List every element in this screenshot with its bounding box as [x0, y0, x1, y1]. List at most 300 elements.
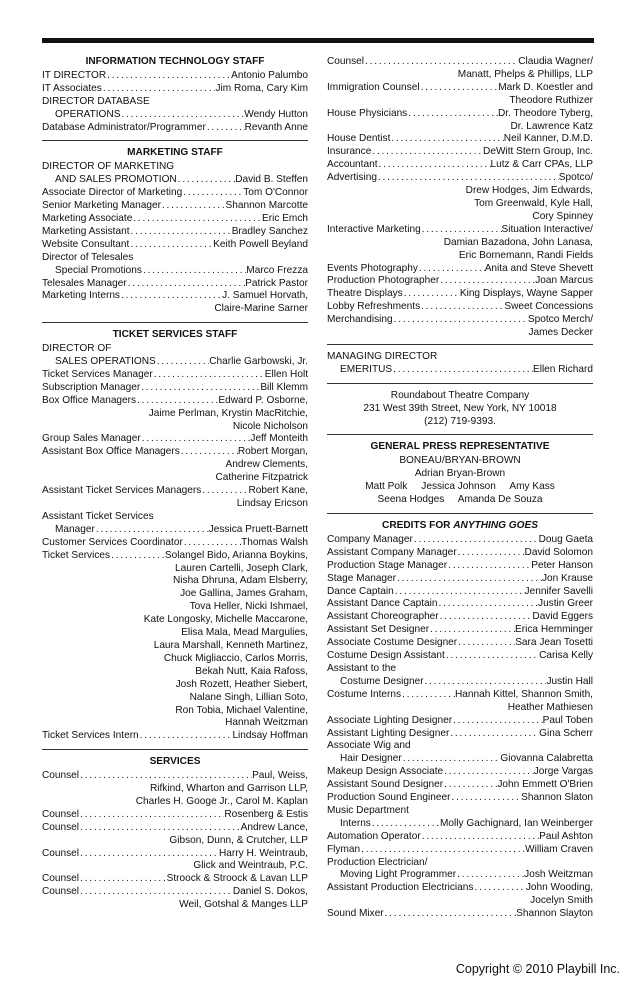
- credit-role: Theatre Displays: [327, 288, 403, 300]
- section-rule: [42, 140, 308, 141]
- credit-role: Events Photography: [327, 262, 418, 274]
- credit-name: Revanth Anne: [244, 121, 308, 133]
- press-title: GENERAL PRESS REPRESENTATIVE: [370, 441, 550, 453]
- credit-role: Associate Costume Designer: [327, 637, 458, 649]
- credit-role-heading: Assistant to the: [327, 662, 397, 674]
- credit-name: Carisa Kelly: [539, 650, 593, 662]
- credit-line: [327, 301, 593, 314]
- credit-entry: [42, 511, 308, 537]
- credit-line: [42, 809, 308, 822]
- credit-line: [42, 109, 308, 122]
- credit-name-continued: Glick and Weintraub, P.C.: [193, 860, 308, 872]
- credit-line: [42, 213, 308, 226]
- credit-name-continued: Eric Bornemann, Randi Fields: [458, 249, 593, 261]
- credit-role: Box Office Managers: [42, 394, 137, 406]
- credit-line: [42, 730, 308, 743]
- credit-role-heading: Music Department: [327, 804, 409, 816]
- credit-name-continued: Theodore Ruthizer: [509, 94, 593, 106]
- credit-role: Counsel: [42, 808, 80, 820]
- press-line: Seena Hodges Amanda De Souza: [377, 494, 543, 506]
- credit-name-continued: Drew Hodges, Jim Edwards,: [465, 185, 593, 197]
- credit-name-continued: Jocelyn Smith: [530, 895, 593, 907]
- credit-line: [327, 56, 593, 69]
- credit-name: Eric Emch: [262, 212, 308, 224]
- credit-name: Paul, Weiss,: [252, 770, 308, 782]
- credit-entry: [42, 485, 308, 511]
- credit-name: Spotco Merch/: [527, 314, 593, 326]
- credit-role-heading: DIRECTOR OF MARKETING: [42, 161, 175, 173]
- credit-entry: [327, 598, 593, 611]
- credit-name-continued: Jaime Perlman, Krystin MacRitchie,: [148, 407, 308, 419]
- credit-line: [327, 831, 593, 844]
- credit-name-continued: Claire-Marine Sarner: [214, 303, 308, 315]
- credit-role: Dance Captain: [327, 585, 394, 597]
- credit-entry: [42, 226, 308, 239]
- credit-name: Marco Frezza: [246, 264, 308, 276]
- credit-entry: [327, 586, 593, 599]
- credit-entry: [42, 809, 308, 822]
- credit-entry: [327, 792, 593, 805]
- credit-name: Sara Jean Tosetti: [515, 637, 593, 649]
- credit-name-continued: Catherine Fitzpatrick: [215, 472, 308, 484]
- credit-line: [327, 560, 593, 573]
- credit-name-continued: Gibson, Dunn, & Crutcher, LLP: [169, 834, 308, 846]
- credit-role: Production Photographer: [327, 275, 440, 287]
- credit-entry: [327, 624, 593, 637]
- credit-role: Merchandising: [327, 314, 393, 326]
- credit-entry: [42, 343, 308, 369]
- credits-title: CREDITS FOR ANYTHING GOES: [382, 520, 538, 531]
- credit-role: Ticket Services Manager: [42, 368, 153, 380]
- credit-role: Counsel: [42, 873, 80, 885]
- section-rule: [42, 749, 308, 750]
- section-title: MARKETING STAFF: [127, 147, 223, 159]
- credit-name: Patrick Pastor: [245, 277, 308, 289]
- credit-name: King Displays, Wayne Sapper: [459, 288, 593, 300]
- credit-name: Solangel Bido, Arianna Boykins,: [164, 549, 308, 561]
- credit-name: J. Samuel Horvath,: [222, 290, 308, 302]
- credit-entry: [42, 187, 308, 200]
- credit-line: [327, 275, 593, 288]
- credit-role: IT Associates: [42, 82, 102, 94]
- credit-name: Molly Gachignard, Ian Weinberger: [440, 817, 593, 829]
- credit-role: Assistant Set Designer: [327, 624, 430, 636]
- credit-line: [42, 433, 308, 446]
- credit-role: Assistant Box Office Managers: [42, 446, 180, 458]
- credit-role: Assistant Choreographer: [327, 611, 439, 623]
- credit-line: [327, 908, 593, 921]
- credit-role: Ticket Services: [42, 549, 111, 561]
- credit-name-continued: Weil, Gotshal & Manges LLP: [179, 899, 308, 911]
- credit-name-continued: Hannah Weitzman: [225, 717, 308, 729]
- credit-entry: [327, 611, 593, 624]
- credit-entry: [327, 740, 593, 766]
- credit-name: Edward P. Osborne,: [218, 394, 308, 406]
- credit-role: OPERATIONS: [55, 108, 121, 120]
- credit-name-continued: Lauren Cartelli, Joseph Clark,: [175, 562, 308, 574]
- credit-role: Advertising: [327, 172, 377, 184]
- credit-name-continued: Bekah Nutt, Kaia Rafoss,: [195, 665, 308, 677]
- credit-role: Group Sales Manager: [42, 433, 141, 445]
- credit-line: [327, 766, 593, 779]
- credit-name: Anita and Steve Shevett: [484, 262, 593, 274]
- credit-line: [327, 637, 593, 650]
- credit-entry: [42, 873, 308, 886]
- credit-entry: [327, 637, 593, 650]
- credit-role: Assistant Ticket Services Managers: [42, 485, 202, 497]
- credit-role: Production Sound Engineer: [327, 792, 451, 804]
- credit-name: Hannah Kittel, Shannon Smith,: [454, 688, 593, 700]
- section-rule: [327, 344, 593, 345]
- credit-line: [42, 848, 308, 861]
- credit-name: Justin Hall: [546, 675, 593, 687]
- staff-section: [42, 329, 308, 743]
- credit-name: Robert Morgan,: [237, 446, 308, 458]
- credit-name: Wendy Hutton: [244, 108, 308, 120]
- credit-entry: [327, 288, 593, 301]
- credit-name: Harry H. Weintraub,: [218, 847, 308, 859]
- credit-name-continued: Rifkind, Wharton and Garrison LLP,: [149, 783, 308, 795]
- credit-entry: [42, 213, 308, 226]
- section-rule: [327, 383, 593, 384]
- credits-block: [327, 520, 593, 921]
- credit-name: Paul Ashton: [539, 830, 593, 842]
- credit-line: [327, 869, 593, 882]
- credit-entry: [42, 70, 308, 83]
- credit-entry: [327, 534, 593, 547]
- credit-entry: [42, 278, 308, 291]
- credit-name: Keith Powell Beyland: [213, 238, 308, 250]
- credit-name-continued: Cory Spinney: [532, 210, 593, 222]
- credit-name-continued: Tova Heller, Nicki Ishmael,: [189, 601, 308, 613]
- credit-line: [327, 586, 593, 599]
- credit-entry: [327, 547, 593, 560]
- credit-line: [327, 676, 593, 689]
- credit-name: Giovanna Calabretta: [500, 753, 593, 765]
- credit-name: Shannon Slayton: [516, 908, 593, 920]
- credit-line: [327, 882, 593, 895]
- credit-role-heading: Production Electrician/: [327, 856, 428, 868]
- credit-line: [327, 598, 593, 611]
- services-continued: [327, 56, 593, 340]
- credit-role: AND SALES PROMOTION: [55, 174, 177, 186]
- credit-name-continued: Heather Mathiesen: [507, 701, 593, 713]
- credit-name-continued: Dr. Lawrence Katz: [510, 120, 593, 132]
- credit-line: [327, 82, 593, 95]
- credit-entry: [42, 382, 308, 395]
- copyright: Copyright © 2010 Playbill Inc.: [455, 962, 620, 976]
- credit-name: Rosenberg & Estis: [224, 808, 308, 820]
- staff-section: [42, 147, 308, 316]
- credit-line: [42, 70, 308, 83]
- right-column: [327, 56, 593, 927]
- credit-role: SALES OPERATIONS: [55, 356, 156, 368]
- credit-role: Production Stage Manager: [327, 559, 448, 571]
- credit-name: William Craven: [525, 843, 593, 855]
- credit-entry: [42, 730, 308, 743]
- credit-role: Database Administrator/Programmer: [42, 121, 206, 133]
- credit-name: Antonio Palumbo: [231, 69, 308, 81]
- credit-name: Spotco/: [558, 172, 593, 184]
- left-column: [42, 56, 308, 918]
- top-rule: [42, 38, 594, 43]
- credit-entry: [42, 83, 308, 96]
- credit-line: [327, 779, 593, 792]
- show-title: ANYTHING GOES: [453, 520, 538, 531]
- credit-line: [327, 728, 593, 741]
- credit-line: [42, 356, 308, 369]
- credit-role: Special Promotions: [55, 264, 142, 276]
- credit-entry: [327, 831, 593, 844]
- credit-entry: [327, 882, 593, 908]
- credit-line: [42, 174, 308, 187]
- credit-role: Flyman: [327, 843, 361, 855]
- credit-line: [42, 290, 308, 303]
- credit-role: Costume Design Assistant: [327, 650, 445, 662]
- credit-name-continued: Manatt, Phelps & Phillips, LLP: [457, 68, 593, 80]
- credit-name-continued: Elisa Mala, Mead Margulies,: [181, 627, 308, 639]
- credit-name: Paul Toben: [542, 714, 593, 726]
- credit-name: Situation Interactive/: [501, 223, 593, 235]
- credit-role: Marketing Assistant: [42, 225, 130, 237]
- press-block: [327, 441, 593, 507]
- credit-role-heading: DIRECTOR DATABASE: [42, 95, 150, 107]
- company-name: Roundabout Theatre Company: [390, 389, 530, 401]
- credit-line: [327, 314, 593, 327]
- credit-name: Lindsay Hoffman: [232, 730, 308, 742]
- credit-role: Assistant Production Electricians: [327, 882, 474, 894]
- credit-role: Interns: [340, 817, 371, 829]
- credit-line: [327, 792, 593, 805]
- street-address: 231 West 39th Street, New York, NY 10018: [363, 402, 557, 414]
- section-title: SERVICES: [149, 756, 201, 768]
- credit-line: [42, 382, 308, 395]
- credit-name: DeWitt Stern Group, Inc.: [483, 146, 593, 158]
- managing-director-title: MANAGING DIRECTOR: [327, 350, 438, 362]
- credit-line: [42, 265, 308, 278]
- credit-entry: [327, 715, 593, 728]
- credit-line: [327, 650, 593, 663]
- credits-list: [327, 534, 593, 921]
- credit-name: Doug Gaeta: [538, 533, 593, 545]
- credit-entry: [327, 857, 593, 883]
- credit-name: Shannon Slaton: [521, 792, 593, 804]
- credit-name-continued: Ron Tobia, Michael Valentine,: [175, 704, 308, 716]
- credit-name-continued: Laura Marshall, Kenneth Martinez,: [153, 639, 308, 651]
- credit-name: Bradley Sanchez: [231, 225, 308, 237]
- credit-name: Tom O'Connor: [243, 187, 308, 199]
- credit-role: House Physicians: [327, 107, 408, 119]
- credit-entry: [42, 433, 308, 446]
- credit-entry: [327, 159, 593, 172]
- credit-name: David B. Steffen: [235, 174, 308, 186]
- credit-role-heading: Director of Telesales: [42, 251, 134, 263]
- credit-name-continued: Chuck Migliaccio, Carlos Morris,: [163, 652, 308, 664]
- credit-name: David Eggers: [532, 611, 593, 623]
- credit-name: Dr. Theodore Tyberg,: [497, 107, 593, 119]
- phone-number: (212) 719-9393.: [424, 415, 496, 427]
- credit-name: Mark D. Koestler and: [498, 81, 593, 93]
- credit-role: Assistant Company Manager: [327, 546, 457, 558]
- credit-role: Insurance: [327, 146, 372, 158]
- credit-name: Jessica Pruett-Barnett: [208, 523, 308, 535]
- credit-name: Bill Klemm: [260, 381, 308, 393]
- credit-name: Stroock & Stroock & Lavan LLP: [166, 873, 308, 885]
- credit-name-continued: Kate Longosky, Michelle Maccarone,: [143, 614, 308, 626]
- credit-name: Joan Marcus: [535, 275, 593, 287]
- section-rule: [327, 513, 593, 514]
- credit-role: Assistant Sound Designer: [327, 779, 444, 791]
- credit-role-heading: Associate Wig and: [327, 740, 411, 752]
- credit-entry: [327, 133, 593, 146]
- credit-name: Neil Kanner, D.M.D.: [503, 133, 593, 145]
- credit-name-continued: Tom Greenwald, Kyle Hall,: [474, 197, 593, 209]
- credit-role: Costume Interns: [327, 688, 402, 700]
- credit-line: [42, 550, 308, 563]
- credit-line: [42, 200, 308, 213]
- credit-name: Jon Krause: [541, 572, 593, 584]
- credit-name-continued: Nalane Singh, Lillian Soto,: [189, 691, 308, 703]
- credit-entry: [327, 728, 593, 741]
- credit-line: [42, 446, 308, 459]
- credit-role: Counsel: [327, 56, 365, 67]
- credit-line: [327, 263, 593, 276]
- credit-line: [42, 537, 308, 550]
- credit-line: [42, 822, 308, 835]
- credit-role: Associate Lighting Designer: [327, 714, 453, 726]
- credit-role: Stage Manager: [327, 572, 397, 584]
- credit-line: [327, 844, 593, 857]
- credit-entry: [42, 161, 308, 187]
- credit-role: Subscription Manager: [42, 381, 141, 393]
- credit-entry: [327, 844, 593, 857]
- credit-entry: [42, 537, 308, 550]
- credit-name: Jeff Monteith: [250, 433, 308, 445]
- credit-role: Counsel: [42, 847, 80, 859]
- credit-entry: [42, 886, 308, 912]
- credit-name-continued: Damian Bazadona, John Lanasa,: [443, 236, 593, 248]
- credit-name-continued: Charles H. Googe Jr., Carol M. Kaplan: [135, 795, 308, 807]
- credit-entry: [42, 395, 308, 434]
- credit-name: Jorge Vargas: [533, 766, 593, 778]
- credit-name-continued: Lindsay Ericson: [236, 498, 308, 509]
- credit-name: John Wooding,: [525, 882, 593, 894]
- credit-line: [327, 172, 593, 185]
- credit-name: Peter Hanson: [531, 559, 593, 571]
- credit-name: Jim Roma, Cary Kim: [215, 82, 308, 94]
- credit-line: [327, 108, 593, 121]
- staff-section: [42, 56, 308, 134]
- credit-role: Interactive Marketing: [327, 223, 421, 235]
- credit-name: Lutz & Carr CPAs, LLP: [490, 159, 593, 171]
- credit-line: [327, 611, 593, 624]
- credit-name: John Emmett O'Brien: [497, 779, 593, 791]
- credit-name: Daniel S. Dokos,: [232, 886, 308, 898]
- credit-entry: [42, 369, 308, 382]
- credit-line: [42, 524, 308, 537]
- credit-role: Hair Designer: [340, 753, 402, 765]
- credit-name: Andrew Lance,: [240, 821, 308, 833]
- credit-name: Jennifer Savelli: [524, 585, 593, 597]
- section-rule: [327, 434, 593, 435]
- credit-entry: [42, 550, 308, 731]
- credit-role: Company Manager: [327, 533, 413, 545]
- press-line: BONEAU/BRYAN-BROWN: [399, 455, 521, 467]
- credit-line: [42, 395, 308, 408]
- credit-entry: [327, 650, 593, 663]
- section-title: TICKET SERVICES STAFF: [112, 329, 238, 341]
- credit-line: [42, 886, 308, 899]
- credit-line: [42, 369, 308, 382]
- credit-line: [327, 288, 593, 301]
- credit-line: [327, 146, 593, 159]
- credit-entry: [327, 560, 593, 573]
- credit-role: Accountant: [327, 159, 378, 171]
- section-rule: [42, 322, 308, 323]
- credit-entry: [327, 172, 593, 224]
- credit-line: [42, 83, 308, 96]
- credit-line: [327, 224, 593, 237]
- credit-entry: [42, 239, 308, 252]
- credit-line: [327, 573, 593, 586]
- credit-role: Counsel: [42, 770, 80, 782]
- credit-name: Ellen Holt: [264, 368, 308, 380]
- staff-section: [42, 756, 308, 912]
- credit-entry: [327, 108, 593, 134]
- credit-role: Counsel: [42, 821, 80, 833]
- credit-name: David Solomon: [524, 546, 593, 558]
- managing-director: [327, 351, 593, 377]
- credit-role: Immigration Counsel: [327, 81, 420, 93]
- credit-role: Marketing Interns: [42, 290, 120, 302]
- credit-role: Website Consultant: [42, 238, 130, 250]
- credit-name: Sweet Concessions: [504, 301, 593, 313]
- credit-entry: [327, 908, 593, 921]
- credit-line: [327, 753, 593, 766]
- credit-role: Assistant Dance Captain: [327, 598, 438, 610]
- credit-line: [327, 624, 593, 637]
- credit-name: Robert Kane,: [248, 485, 308, 497]
- credit-entry: [327, 263, 593, 276]
- credit-role: Makeup Design Associate: [327, 766, 444, 778]
- credit-entry: [327, 224, 593, 263]
- credit-line: [327, 818, 593, 831]
- credit-role: Automation Operator: [327, 830, 421, 842]
- credit-entry: [327, 779, 593, 792]
- credit-line: [42, 770, 308, 783]
- credit-entry: [327, 805, 593, 831]
- credit-line: [42, 239, 308, 252]
- credit-line: [327, 547, 593, 560]
- credit-line: [327, 715, 593, 728]
- credit-name-continued: Andrew Clements,: [225, 459, 308, 471]
- credit-line: [327, 159, 593, 172]
- credit-name: Gina Scherr: [539, 727, 593, 739]
- credit-entry: [42, 122, 308, 135]
- credit-role: House Dentist: [327, 133, 391, 145]
- credit-line: [42, 485, 308, 498]
- credit-role: Ticket Services Intern: [42, 730, 139, 742]
- credit-role: Associate Director of Marketing: [42, 187, 183, 199]
- credit-line: [42, 122, 308, 135]
- credit-name: Charlie Garbowski, Jr.: [209, 356, 308, 368]
- credit-role: Assistant Lighting Designer: [327, 727, 450, 739]
- credit-entry: [327, 301, 593, 314]
- section-title: INFORMATION TECHNOLOGY STAFF: [85, 56, 265, 67]
- credit-name-continued: Nisha Dhruna, Adam Elsberry,: [172, 575, 308, 587]
- credit-name: Josh Weitzman: [524, 869, 593, 881]
- press-line: Matt Polk Jessica Johnson Amy Kass: [365, 481, 555, 493]
